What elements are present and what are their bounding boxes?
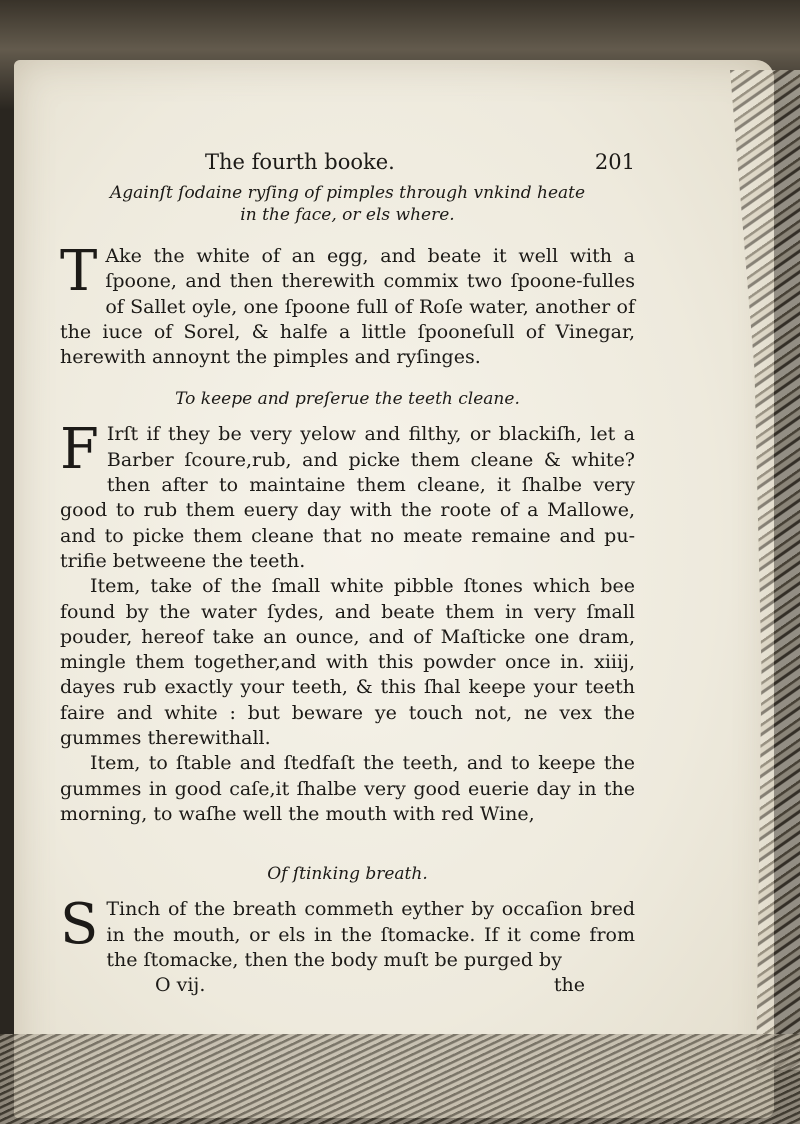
section-heading-pimples-line2: in the face, or els where. (240, 205, 455, 225)
paragraph-teeth-text: Irſt if they be very yelow and filthy, or blackiſh, let a Barber ſcoure,rub, and picke them cleane & white? then after to maintaine them cleane, it ſhalbe very good to rub them euery day with the roote of a Mallowe, and to picke them cleane that no meate remaine and pu-trifie betweene the teeth. (60, 423, 635, 572)
running-title: The fourth booke. (205, 150, 395, 174)
paragraph-teeth-item2: Item, to ſtable and ſtedfaſt the teeth, and to keepe the gummes in good caſe,it ſhalbe very good euerie day in the morning, to waſhe well the mouth with red Wine, (60, 752, 635, 825)
section-heading-breath: Of ſtinking breath. (267, 864, 428, 885)
paragraph-breath (60, 892, 635, 973)
catchword: the (553, 974, 585, 997)
running-head (60, 150, 635, 174)
page-number: 201 (594, 150, 635, 174)
paragraph-pimples-text: Ake the white of an egg, and beate it well with a ſpoone, and then therewith commix two ſpoone-fulles of Sallet oyle, one ſpoone full of Roſe water, another of the iuce of Sorel, & halfe a little ſpooneſull of Vinegar, herewith annoynt the pimples and ryſinges. (60, 245, 635, 369)
paragraph-pimples (60, 239, 635, 370)
drop-cap-s: S (60, 892, 99, 958)
drop-cap-f: F (60, 417, 99, 483)
paragraph-breath-text: Tinch of the breath commeth eyther by occaſion bred in the mouth, or els in the ſtomacke. If it come from the ſtomacke, then the body muſt be purged by (106, 898, 635, 971)
footer-line (60, 973, 635, 998)
section-heading-pimples-line1: Againſt ſodaine ryſing of pimples through vnkind heate (109, 183, 586, 203)
paragraph-teeth (60, 417, 635, 574)
paragraph-teeth-item1: Item, take of the ſmall white pibble ſtones which bee found by the water ſydes, and beate them in very ſmall pouder, hereof take an ounce, and of Maſticke one dram, mingle them together,and with this powder once in. xiiij, dayes rub exactly your teeth, & this ſhal keepe your teeth faire and white : but beware ye touch not, ne vex the gummes therewithall. (60, 575, 635, 750)
signature-mark: O vij. (155, 974, 206, 997)
text-block (60, 150, 635, 998)
section-heading-teeth: To keepe and preſerue the teeth cleane. (175, 389, 520, 410)
drop-cap-t: T (60, 239, 98, 304)
page-edge-bottom (0, 1034, 800, 1124)
